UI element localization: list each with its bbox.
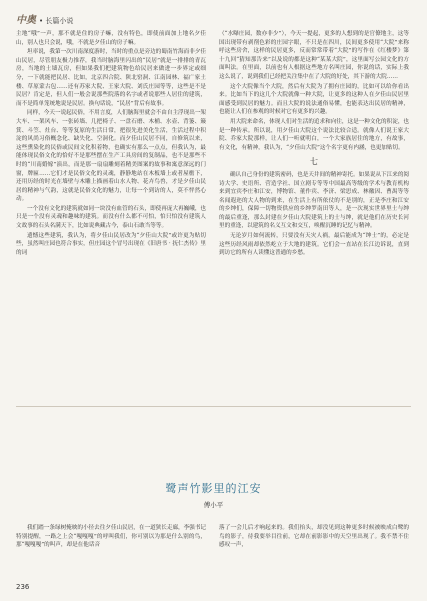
chapter-number: 七 bbox=[310, 157, 318, 167]
story-title: 鹭声竹影里的江安 bbox=[165, 482, 262, 495]
right-column bbox=[219, 30, 409, 404]
paragraph: 无论岁月如何流转，只要没有天灾人祸，最后能成为“绅士”的，必定是这些历经风雨却依然屹立于大地的建筑。它们会一直站在长江边诉说，直到到访它的所有人读懂这普通的乡愁。 bbox=[219, 233, 409, 257]
paragraph: 坦率说，我第一次川南深度游时，当时的重点是旁边的蜀南竹海而非夕佳山民居，尽管朋友极力推荐，我当时脑海里闪出的“民居”就是一排排的青瓦房，当地的土墙瓦房，但如果我们把建筑物色给民居来做进一步界定或细分，一下就能把民居、比如，北京四合院、陕北窑洞、江南园林、福广家土楼、草原蒙古包……还有苏家大院、王家大院、刘氏庄园等等，这些是不是民居？肯定是，但人们一般会说那些院落的名字或者说那些人居住的建筑，而不是简单笼统地说是民居。换句话说，“民居”背后有故事。 bbox=[16, 49, 207, 107]
paragraph: 同样，今天一说起民俗，不用言度，人们脑海里就会不由自主浮现出一架大车、一架风车、一张砖墙、几把椅子、一盘石磨、木桶、水壶、背篓、簸箕、斗笠、灶台、等等复原的生活日常，把很先进美化生活，生活过程中积淀的风尚习俗概念化、缺失化、空洞化。而夕佳山民居不同，自修筑以来，这些熏染化的民俗或民间文化积着物，也确实有那么一点点，但我认为，最能体现民俗文化的恰好不是那些摆在生产工具房间的复制品，也不是那些不时的“川南婚嫁”演出，而是那一扇扇雕刻着精美图案的故事和寓意深远的门窗，牌匾……它们才是民俗文化的灵魂，静静地站在木板墙上或者屋檐下，还用历经的时光在墙壁与木雕上描画着山水人物、花卉鸟兽，才是夕佳山民居的精神与气韵，这就是民俗文化的魅力，让每一个到访的人，莫不怦然心动。 bbox=[16, 110, 207, 203]
paragraph: 我们踏一条绿树掩映的小径去往夕佳山民居，在一道狭长走廊，李强书记特别提醒，一路之上会“嘎嘎嘎”的呼叫我们，你可别以为那是什么别的鸟，那“嘎嘎嘎”的叫声，却是在他话音 bbox=[16, 525, 207, 549]
magazine-brand: 中奥 bbox=[16, 15, 36, 26]
paragraph: 落了一会儿后才响起来的。我们抬头，却没见到这种更多时候被映成白鹭的鸟的影子，待我要举目往前，它却在前影影中的天空里出现了。我不禁不住感叹一声， bbox=[219, 525, 409, 549]
left-column bbox=[16, 30, 206, 403]
section-divider bbox=[16, 406, 411, 407]
paragraph: 一个没有文化的建筑就如同一块没有血管的石头，即使再庞大再巍峨，也只是一个没有灵魂和趣味的建筑。而没有什么都不可怕，怕只怕没有建筑人文故事的石头名满天下，比如说典藏古今，泰山石敢当等等。 bbox=[16, 205, 207, 230]
paragraph: 用大院来命名，体现人们对生活的追求和向往，这是一种文化的积淀，也是一种传承。所以说，用夕佳山大院这个说法比较合适。就像人们说王家大院、乔家大院那样，让人们一听就明白，一个大家族居住的地方，有故事，有文化，有精神，我认为，“夕佳山大院”这个名字更有内涵，也更加贴切。 bbox=[219, 118, 410, 151]
story-left-column bbox=[16, 524, 206, 550]
paragraph: 这个大院像当个大院，然后有大院为了拥有庄园的，比如可以给你看出来。比如当下的这几个大院就像一种大院，让更多的这种人在夕佳山民居里面感受到民居的魅力。而且大院的说法通俗易懂，也能表达出民居的精神，也能让人们在参观的时候对它有更多的兴趣。 bbox=[219, 83, 409, 116]
paragraph: 遗憾这些建筑，我认为，将夕佳山民居改为“夕佳山大院”或许更为贴切些，虽然叫庄园也符合事实，但庄园这个冒号出现在《旧唐书 · 抚仁杰传》里的词 bbox=[16, 232, 206, 256]
paragraph: （“水曝庄园，数亦非少”），今天一提起，更多的人想到的是官僚地主，这等国出现带有剥削色彩的庄园字眼，不只是在四川，民间更多使用“大院”来称呼这些房舍，这样的民居更多，反而常常带着“大院”的写作在《红楼梦》第十九回“猜知那告来”以及说的都是这种“某某大院”，这里面写公园文化的方面叫法。在里面，以前也有人根据这些地方名叫庄园，你说的话，实际上我这么说了，说到我们已经把关注集中在了大院的好处，其下游的大院…… bbox=[219, 31, 409, 80]
paragraph: 确认自己身份的建筑密码，也是天井间的精神寄托。如果说从下江来的阅诗大学、史语所、营造学社、国立剧专等等中国最高等级的学术与教育机构来到宜宾李庄和江安，博物馆、董作宾、李济、梁思成、林徽因、曹禺等等名闻遐迩的大人物的到来，在生活上有所依仗的不是别的，正是李庄和江安的乡绅们，保障一切物资供应的乡绅罗南田等人，是一次现实世界里士与绅的最后重逢，那么封建在夕佳山大院建筑上的士与绅，就是他们在历史长河里的重逢，以建筑的名义互文和交互，唤醒沉睡的记忆与精神。 bbox=[219, 171, 410, 230]
paragraph: 主地“哦”一声，那不就是住的房子嘛，没有特色，即使前面加上地名夕佳山，别人也只会说，哦，不就是夕佳山的房子嘛。 bbox=[16, 31, 206, 46]
page-header bbox=[16, 8, 74, 26]
page-number: 236 bbox=[16, 583, 30, 591]
section-label: • 长篇小说 bbox=[39, 17, 74, 25]
author-byline: 傅小平 bbox=[203, 501, 224, 509]
story-right-column bbox=[219, 524, 409, 550]
